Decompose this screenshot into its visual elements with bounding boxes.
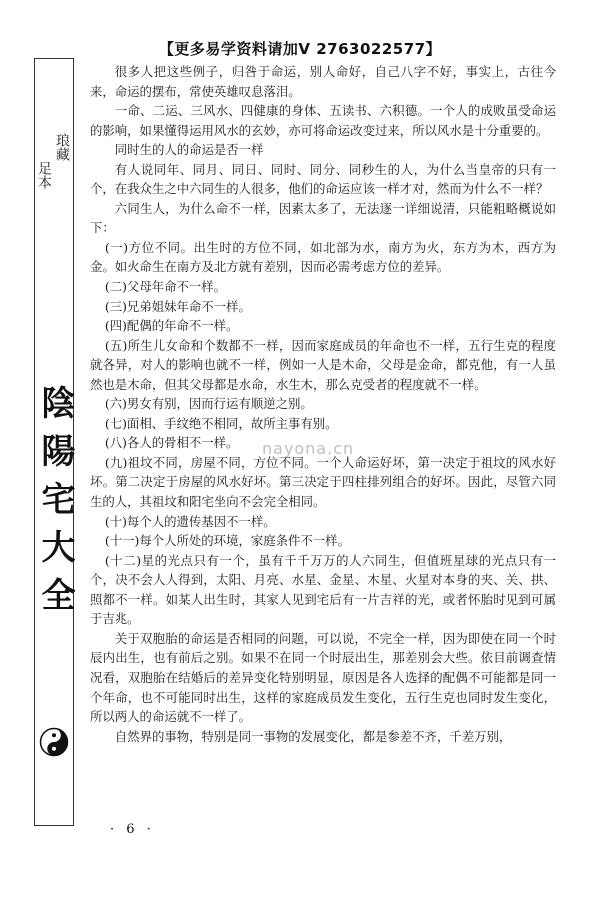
paragraph: 自然界的事物，特别是同一事物的发展变化，都是参差不齐，千差万别， [114, 728, 512, 744]
list-item: (六)男女有别，因而行运有顺逆之别。 [104, 396, 313, 412]
paragraph: 有人说同年、同月、同日、同时、同分、同秒生的人，为什么当皇帝的只有一个，在我众生之中六同生的人很多，他们的命运应该一样才对，然而为什么不一样？ [90, 161, 556, 197]
list-item: (四)配偶的年命不一样。 [104, 318, 239, 334]
yin-yang-icon [39, 727, 69, 757]
list-item: (十一)每个人所处的环境，家庭条件不一样。 [104, 533, 350, 549]
list-item: (九)祖坟不同，房屋不同，方位不同。一个人命运好坏，第一决定于祖坟的风水好坏。第二决定于房屋的风水好坏。第三决定于四柱排列组合的好坏。因此，尽管六同生的人，其祖坟和阳宅坐向不会完全相同。 [90, 454, 556, 510]
paragraph: 同时生的人的命运是否一样 [114, 142, 264, 158]
list-item: (十二)星的光点只有一个，虽有千千万万的人六同生，但值班星球的光点只有一个，决不会人人得到，太阳、月亮、水星、金星、木星、火星对本身的夹、关、拱、照都不一样。如某人出生时，其家人见到宅后有一片吉祥的光，或者怀胎时见到可属于吉兆。 [90, 552, 556, 627]
sidebar-frame [34, 58, 74, 826]
top-banner: 【更多易学资料请加V 2763022577】 [158, 40, 442, 58]
body-text [90, 62, 556, 746]
list-item: (八)各人的骨相不一样。 [104, 435, 239, 451]
paragraph: 六同生人，为什么命不一样，因素太多了，无法逐一详细说清，只能粗略概说如下： [90, 200, 556, 236]
paragraph: 一命、二运、三风水、四健康的身体、五读书、六积德。一个人的成败虽受命运的影响，如果懂得运用风水的玄妙，亦可将命运改变过来，所以风水是十分重要的。 [90, 103, 556, 138]
paragraph: 很多人把这些例子，归咎于命运，别人命好，自己八字不好，事实上，古往今来，命运的摆布，常使英雄叹息落泪。 [90, 64, 556, 99]
list-item: (十)每个人的遗传基因不一样。 [104, 513, 276, 529]
list-item: (七)面相、手纹绝不相同，故所主事有别。 [104, 415, 338, 431]
stamp-line-2: 足本 [36, 161, 52, 189]
list-item: (三)兄弟姐妹年命不一样。 [104, 298, 251, 314]
list-item: (五)所生儿女命和个数都不一样，因而家庭成员的年命也不一样，五行生克的程度就各异，对人的影响也就不一样，例如一人是木命，父母是金命，都克他，有一人虽然也是木命，但其父母都是水命，水生木，那么克受者的程度就不一样。 [90, 337, 556, 392]
stamp-line-1: 琅藏 [54, 133, 70, 161]
list-item: (二)父母年命不一样。 [104, 279, 227, 295]
list-item: (一)方位不同。出生时的方位不同，如北部为水，南方为火，东方为木，西方为金。如火命生在南方及北方就有差别，因而必需考虑方位的差异。 [90, 239, 556, 275]
book-title: 陰陽宅大全 [35, 385, 75, 625]
seal-stamp [35, 121, 75, 241]
paragraph: 关于双胞胎的命运是否相同的问题，可以说，不完全一样，因为即使在同一个时辰内出生，也有前后之别。如果不在同一个时辰出生，那差别会大些。依目前调查情况看，双胞胎在结婚后的差异变化特别明显，原因是各人选择的配偶不可能都是同一个年命，也不可能同时出生，这样的家庭成员发生变化，五行生克也同时发生变化，所以两人的命运就不一样了。 [90, 630, 556, 725]
watermark-text: nayona.cn [262, 439, 355, 458]
page-number: · 6 · [110, 822, 155, 837]
